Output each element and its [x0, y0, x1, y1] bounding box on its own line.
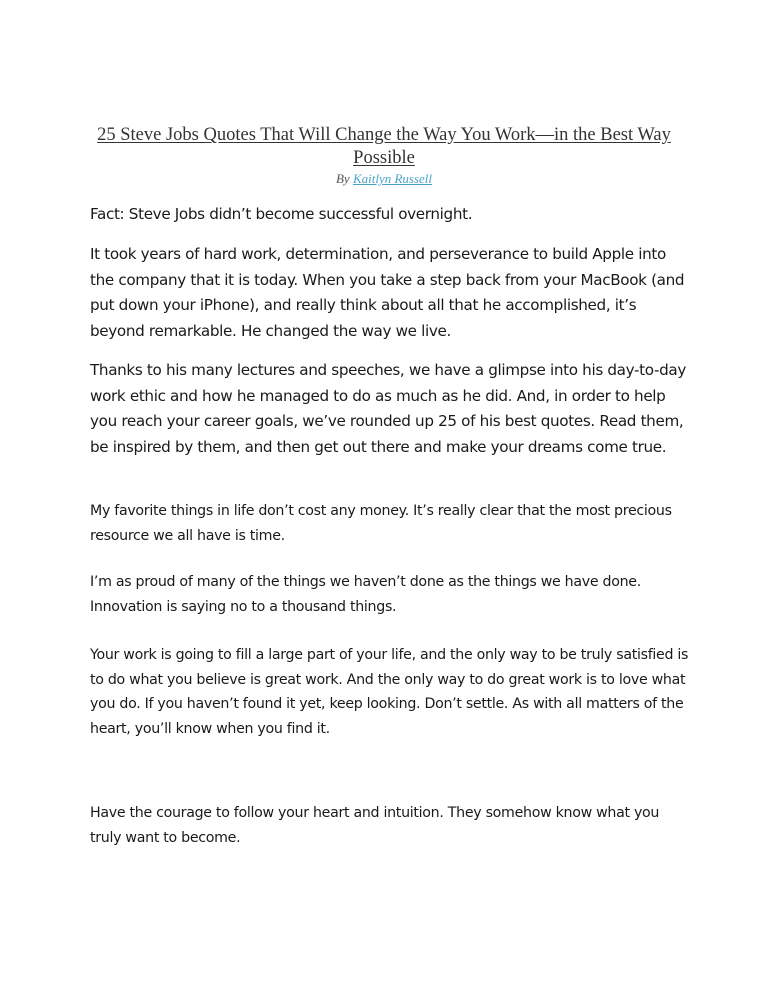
quote-paragraph: Have the courage to follow your heart and intuition. They somehow know what you truly want to become.	[90, 805, 660, 846]
author-link[interactable]: Kaitlyn Russell	[352, 171, 433, 186]
quote-paragraph: My favorite things in life don’t cost any money. It’s really clear that the most precious resource we all have is time.	[90, 503, 672, 544]
intro-paragraph: Fact: Steve Jobs didn’t become successful overnight.	[90, 205, 473, 223]
byline-prefix: By	[335, 171, 353, 186]
body-paragraph: Thanks to his many lectures and speeches, we have a glimpse into his day-to-day work ethic and how he managed to do as much as he did. And, in order to help you reach your career goals, we’ve rounded up 25 of his best quotes. Read them, be inspired by them, and then get out there and make your dreams come true.	[90, 361, 686, 456]
quote-paragraph: I’m as proud of many of the things we haven’t done as the things we have done. Innovation is saying no to a thousand things.	[90, 574, 641, 615]
body-paragraph: It took years of hard work, determination, and perseverance to build Apple into the company that it is today. When you take a step back from your MacBook (and put down your iPhone), and really think about all that he accomplished, it’s beyond remarkable. He changed the way we live.	[90, 245, 685, 340]
byline	[90, 170, 678, 187]
article-title: 25 Steve Jobs Quotes That Will Change the Way You Work—in the Best Way Possible	[97, 125, 671, 168]
quote-paragraph: Your work is going to fill a large part of your life, and the only way to be truly satisfied is to do what you believe is great work. And the only way to do great work is to love what you do. If you haven’t found it yet, keep looking. Don’t settle. As with all matters of the heart, you’ll know when you find it.	[90, 647, 689, 737]
